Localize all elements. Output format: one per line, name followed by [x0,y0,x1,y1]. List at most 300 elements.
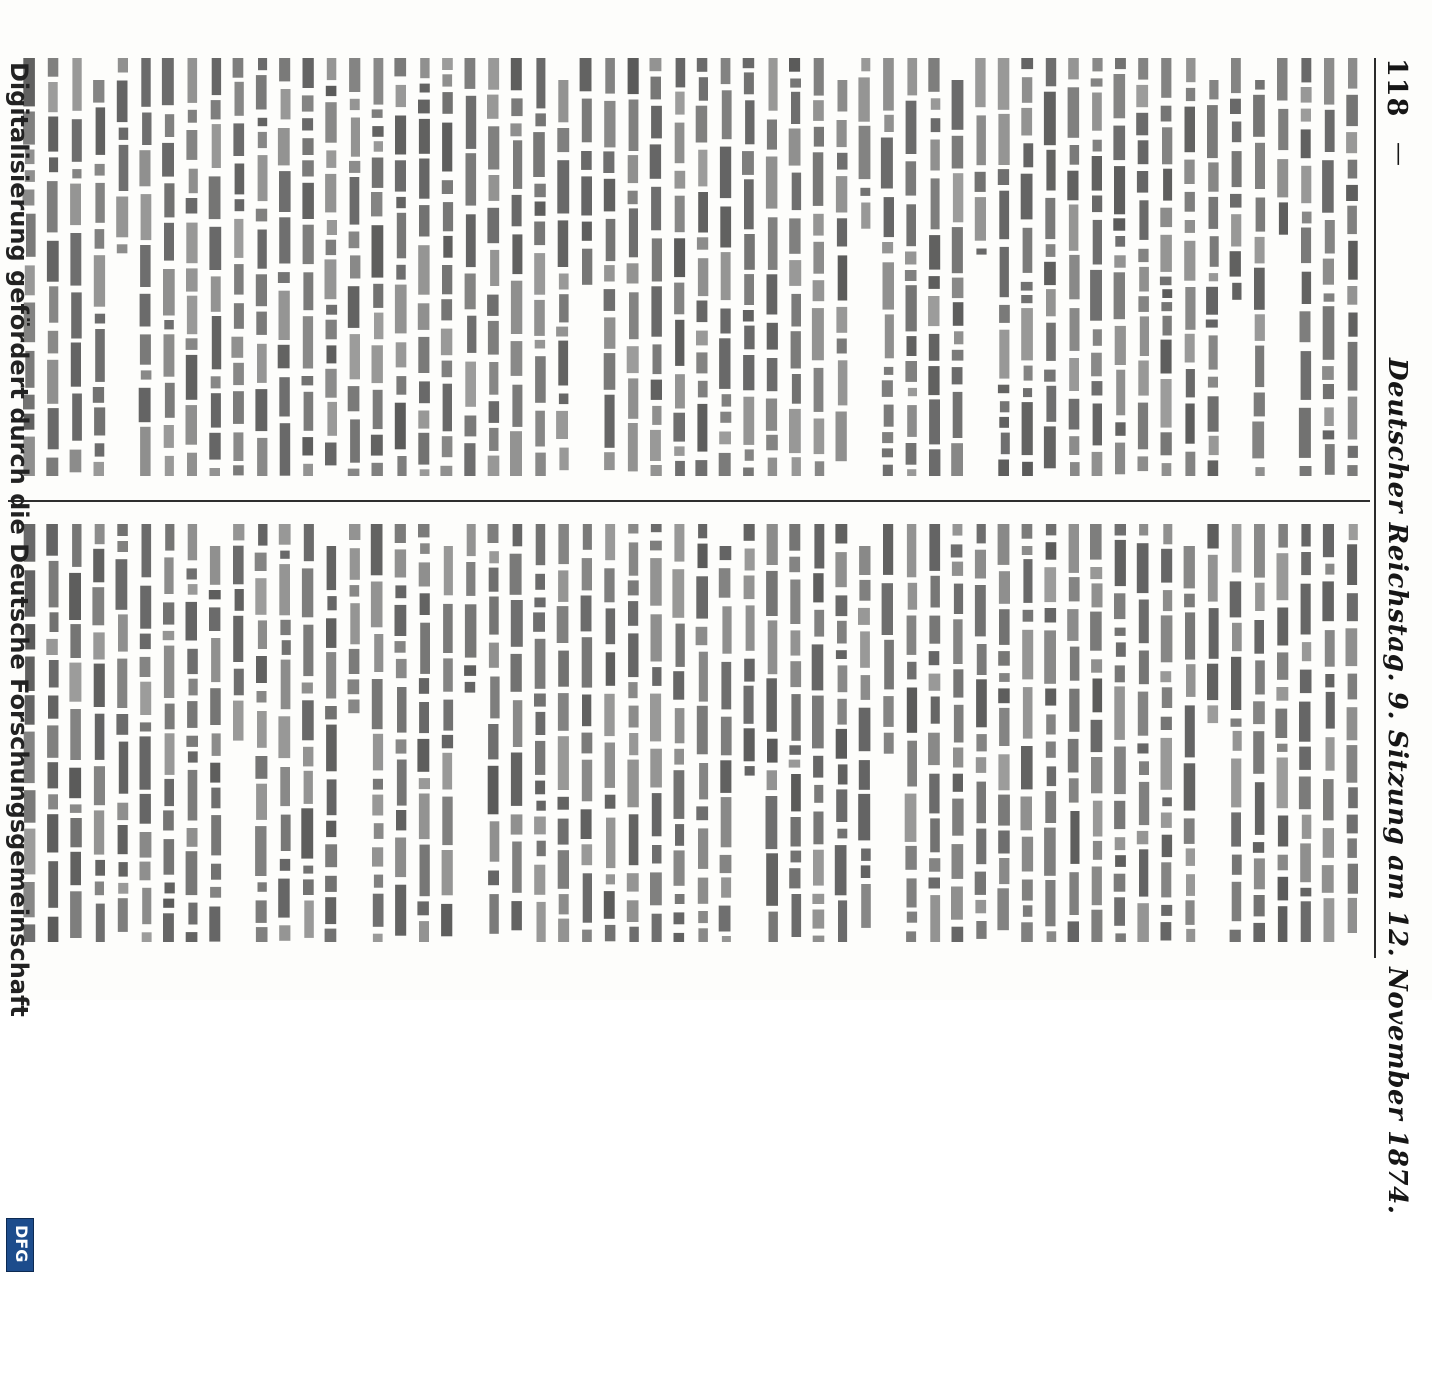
text-stroke [884,197,894,237]
text-stroke [1347,745,1358,783]
text-stroke [720,207,731,248]
text-stroke [163,602,174,624]
text-stroke [766,571,778,616]
text-stroke [420,543,430,554]
text-stroke [140,722,151,731]
text-stroke [999,673,1010,682]
text-stroke [1093,679,1103,713]
text-stroke [325,706,337,719]
text-stroke [1022,837,1033,872]
text-column-left [11,58,1366,478]
text-stroke [1301,901,1311,942]
text-stroke [1068,87,1080,138]
text-stroke [789,218,800,253]
text-stroke [1160,208,1172,227]
text-stroke [326,725,337,772]
text-stroke [883,465,893,476]
text-stroke [744,524,755,541]
text-stroke [372,109,383,118]
text-stroke [930,895,940,942]
text-stroke [233,432,243,461]
text-stroke [722,606,731,653]
text-stroke [1186,874,1195,896]
text-stroke [1114,874,1126,892]
text-stroke [96,107,106,154]
text-stroke [1347,544,1357,585]
text-stroke [510,554,522,595]
text-stroke [906,101,917,154]
text-stroke [1114,255,1125,267]
text-stroke [279,217,290,263]
text-stroke [721,252,731,300]
text-stroke [280,859,290,871]
text-stroke [488,871,499,886]
text-stroke [719,906,731,932]
text-stroke [929,524,940,571]
text-stroke [233,524,244,540]
text-stroke [674,850,685,885]
text-stroke [1207,524,1218,549]
text-stroke [489,362,498,395]
column-divider [8,500,1370,502]
text-stroke [1161,379,1172,428]
text-stroke [48,408,59,449]
text-stroke [419,119,430,154]
text-stroke [744,326,754,350]
text-stroke [467,316,476,353]
text-stroke [675,894,685,904]
text-stroke [512,385,522,427]
text-stroke [1162,687,1172,708]
text-stroke [255,756,267,779]
text-stroke [1045,880,1055,926]
text-stroke [186,355,198,400]
text-stroke [743,355,754,390]
text-stroke [1090,524,1102,560]
text-stroke [1161,432,1172,455]
text-stroke [605,524,615,560]
text-stroke [629,292,639,339]
text-stroke [46,458,58,476]
text-stroke [975,872,986,895]
text-stroke [559,294,569,322]
text-stroke [534,817,546,835]
text-stroke [188,58,198,103]
text-stroke [906,161,917,195]
text-stroke [1349,524,1358,540]
text-stroke [1348,241,1358,280]
text-stroke [1044,567,1056,602]
text-stroke [327,58,337,80]
text-stroke [674,524,684,562]
text-stroke [975,900,986,913]
text-stroke [1254,620,1264,654]
text-stroke [1000,247,1009,297]
text-stroke [557,128,569,152]
text-stroke [1021,282,1033,291]
text-stroke [256,75,267,109]
text-stroke [418,524,430,537]
text-stroke [674,238,685,277]
page-header [1376,58,1416,1215]
text-stroke [534,865,545,895]
text-stroke [48,762,59,788]
text-stroke [882,380,893,397]
text-stroke [767,770,777,790]
text-stroke [1046,386,1056,422]
text-stroke [997,888,1009,930]
text-stroke [1347,707,1358,740]
text-stroke [929,878,941,889]
text-stroke [1093,329,1102,346]
text-stroke [1253,701,1265,724]
text-stroke [1046,714,1056,734]
text-stroke [165,883,175,894]
text-stroke [652,667,661,686]
text-stroke [1322,865,1334,893]
text-stroke [766,435,778,451]
text-stroke [1044,426,1056,468]
text-stroke [1044,92,1056,146]
text-stroke [325,844,337,867]
text-stroke [744,274,754,305]
text-stroke [1092,196,1102,213]
text-stroke [838,665,848,692]
text-stroke [140,862,151,881]
text-stroke [164,183,174,217]
text-stroke [906,931,916,942]
text-stroke [374,823,384,839]
text-stroke [1254,268,1265,310]
text-stroke [1161,922,1172,940]
text-stroke [1070,811,1079,864]
text-stroke [1022,524,1033,539]
text-stroke [1046,323,1056,361]
text-stroke [258,132,267,148]
text-stroke [1069,689,1079,732]
text-stroke [303,272,313,310]
text-stroke [652,845,662,864]
text-stroke [70,184,81,226]
text-stroke [374,634,383,672]
text-stroke [999,708,1009,746]
text-stroke [280,423,291,476]
text-stroke [1323,524,1334,557]
text-stroke [258,620,267,649]
text-stroke [119,128,129,140]
text-stroke [929,616,940,644]
text-stroke [302,376,314,385]
text-stroke [488,724,498,759]
text-stroke [534,694,546,707]
text-stroke [373,284,383,308]
text-stroke [837,621,847,644]
text-stroke [441,904,452,936]
text-stroke [442,850,453,895]
text-stroke [164,223,174,261]
text-stroke [953,392,963,438]
text-stroke [953,774,963,792]
text-stroke [1161,549,1172,583]
text-stroke [258,882,267,892]
text-stroke [697,301,708,323]
text-stroke [282,640,291,655]
text-stroke [1091,910,1102,942]
text-stroke [1022,462,1033,476]
text-stroke [861,58,870,71]
text-stroke [417,739,429,772]
text-stroke [348,469,360,476]
text-stroke [1138,249,1148,262]
text-stroke [814,610,824,637]
text-stroke [699,652,708,702]
text-stroke [1047,931,1057,942]
text-stroke [1090,567,1102,579]
text-stroke [1186,664,1196,697]
text-stroke [629,542,638,575]
text-stroke [977,782,987,824]
text-stroke [535,453,546,476]
text-stroke [372,847,383,866]
text-stroke [510,123,521,136]
text-stroke [1300,888,1311,897]
text-stroke [119,742,128,794]
text-stroke [302,118,313,130]
text-stroke [1023,388,1032,397]
text-stroke [374,313,383,340]
text-stroke [417,901,429,915]
text-stroke [650,872,662,905]
text-stroke [325,259,337,299]
text-stroke [1348,313,1357,337]
text-stroke [511,281,522,334]
text-stroke [420,84,430,93]
text-stroke [838,764,848,784]
text-stroke [1323,259,1334,285]
text-stroke [1047,766,1056,786]
text-stroke [1045,608,1057,623]
text-stroke [951,887,963,920]
text-stroke [441,329,452,356]
text-stroke [998,58,1010,110]
text-stroke [1277,758,1288,809]
text-stroke [1301,109,1311,122]
text-stroke [790,79,801,88]
text-stroke [1208,377,1218,388]
text-stroke [1255,782,1265,835]
text-stroke [233,465,244,475]
text-stroke [998,114,1009,165]
text-stroke [187,649,198,674]
text-stroke [838,900,847,942]
text-stroke [698,911,708,923]
text-stroke [186,268,198,291]
text-stroke [443,700,453,731]
text-stroke [952,227,963,273]
text-stroke [210,763,220,783]
text-stroke [116,559,128,610]
text-stroke [488,321,499,355]
text-stroke [651,187,661,231]
text-stroke [511,341,523,376]
text-stroke [952,136,964,169]
text-stroke [535,741,545,775]
text-stroke [464,443,475,476]
credit-text: Digitalisierung gefördert durch die Deutsche Forschungsgemeinschaft [5,62,33,1017]
text-stroke [210,688,221,725]
text-stroke [674,749,684,765]
text-stroke [373,734,383,771]
text-stroke [1021,922,1033,942]
text-stroke [1253,731,1264,774]
text-stroke [1023,610,1034,622]
text-stroke [325,897,336,924]
text-stroke [1347,815,1358,834]
text-stroke [257,438,267,476]
text-stroke [1139,849,1148,896]
text-stroke [142,524,152,577]
text-stroke [302,183,314,219]
text-stroke [558,797,569,810]
text-stroke [975,550,986,579]
text-stroke [443,658,453,691]
text-stroke [581,176,592,215]
text-stroke [813,910,825,929]
text-stroke [743,397,754,445]
text-stroke [1161,738,1173,790]
text-stroke [651,465,662,476]
text-stroke [396,810,406,830]
text-stroke [1209,335,1218,369]
text-stroke [70,818,81,847]
text-stroke [1346,185,1358,201]
text-stroke [789,557,800,573]
text-stroke [1068,58,1079,79]
text-stroke [1186,369,1195,397]
text-stroke [1230,99,1241,114]
text-stroke [814,368,824,412]
text-stroke [140,657,151,677]
text-stroke [374,875,383,888]
text-stroke [628,524,638,534]
text-stroke [513,524,523,546]
text-stroke [838,360,848,405]
text-stroke [698,192,708,233]
text-stroke [1115,540,1126,586]
text-stroke [118,614,128,651]
text-stroke [698,828,708,869]
text-stroke [1160,235,1172,272]
text-stroke [188,110,197,123]
text-stroke [371,582,383,628]
text-stroke [47,360,58,404]
text-stroke [606,219,616,261]
text-stroke [419,794,430,840]
text-stroke [1299,408,1311,458]
text-stroke [256,274,267,306]
text-stroke [1045,791,1056,823]
text-stroke [1115,855,1126,867]
text-stroke [675,374,685,408]
text-stroke [164,557,173,594]
dfg-logo-text: DFG [12,1225,31,1263]
text-stroke [1021,174,1033,220]
text-stroke [349,58,360,92]
text-stroke [861,675,871,700]
text-stroke [722,394,732,406]
text-stroke [1044,630,1056,683]
text-stroke [233,363,244,385]
text-stroke [977,644,987,675]
text-stroke [791,817,801,847]
text-stroke [1255,467,1264,476]
text-stroke [1114,747,1126,795]
text-stroke [71,343,81,387]
text-stroke [813,812,823,845]
text-stroke [1163,524,1172,544]
text-stroke [95,524,105,544]
text-stroke [1184,594,1195,608]
text-stroke [1092,93,1102,131]
text-stroke [699,763,708,799]
text-stroke [1161,717,1172,730]
text-stroke [1070,647,1080,681]
text-stroke [534,300,545,336]
text-stroke [1324,58,1334,105]
text-stroke [303,866,313,874]
text-stroke [1277,608,1288,646]
text-stroke [1114,801,1125,829]
text-stroke [279,925,290,941]
text-stroke [327,596,336,610]
text-stroke [1114,897,1125,926]
text-stroke [859,708,871,752]
text-stroke [1114,272,1125,319]
text-stroke [212,316,221,369]
text-stroke [697,58,708,72]
text-stroke [650,558,662,606]
text-stroke [836,650,847,659]
text-stroke [812,696,824,749]
text-stroke [374,58,384,105]
text-stroke [861,865,871,878]
text-stroke [141,58,150,107]
text-stroke [1348,787,1358,808]
text-stroke [1256,198,1266,232]
text-stroke [278,128,290,165]
text-stroke [652,406,661,425]
text-stroke [1137,831,1149,844]
text-stroke [95,229,105,249]
text-stroke [1278,877,1289,901]
text-stroke [861,203,870,229]
text-stroke [975,172,986,192]
text-stroke [742,151,754,175]
text-stroke [558,524,569,564]
text-stroke [858,608,870,625]
text-stroke [1348,397,1357,440]
text-stroke [1230,930,1241,942]
text-stroke [628,601,638,626]
text-stroke [209,907,220,942]
text-stroke [789,760,801,768]
text-stroke [627,900,639,922]
text-stroke [164,334,175,376]
text-stroke [1185,220,1195,233]
text-stroke [1161,905,1172,916]
text-stroke [1137,543,1149,593]
text-stroke [1207,664,1218,700]
